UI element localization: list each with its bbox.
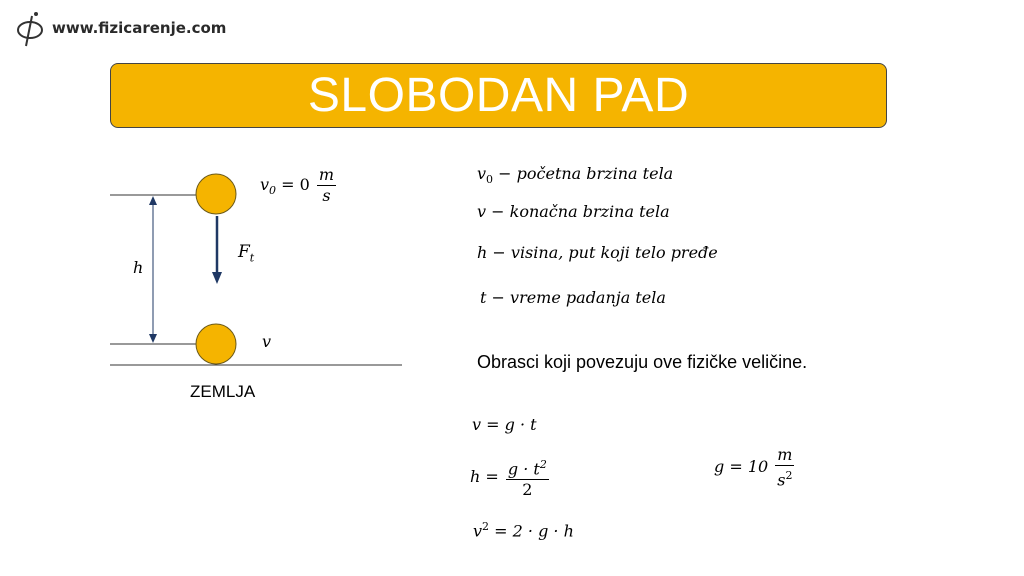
force-label: $F_t$ [238, 242, 255, 265]
ground-label: ZEMLJA [190, 382, 256, 401]
gravity-force-arrow-head [212, 272, 222, 284]
formulas-heading: Obrasci koji povezuju ove fizičke veličine. [477, 352, 808, 372]
page-title: SLOBODAN PAD [307, 69, 690, 122]
legend-item-v0: $v_0$ − početna brzina tela [477, 164, 674, 187]
ball-bottom [196, 324, 236, 364]
legend-item-v: v − konačna brzina tela [477, 202, 670, 221]
formula-height: h = $\frac{g \cdot t^2}{2}$ [470, 455, 551, 500]
height-arrow-head-bottom [149, 334, 157, 343]
v0-label: $v_0 = 0$ $\frac{m}{s}$ [260, 165, 335, 205]
formula-velocity: v = g · t [472, 415, 537, 434]
legend-item-t: t − vreme padanja tela [480, 288, 666, 307]
formula-velocity-squared: $v^2 = 2 \cdot g \cdot h$ [473, 520, 574, 541]
height-label: h [133, 258, 144, 277]
ball-top [196, 174, 236, 214]
legend-item-h: h − visina, put koji telo pređe [477, 243, 718, 262]
height-arrow-head-top [149, 196, 157, 205]
logo-text: www.fizicarenje.com [52, 19, 227, 37]
formula-gravity-constant: g = 10 $\frac{m}{s^2}$ [714, 445, 793, 490]
final-velocity-label: v [262, 332, 272, 351]
